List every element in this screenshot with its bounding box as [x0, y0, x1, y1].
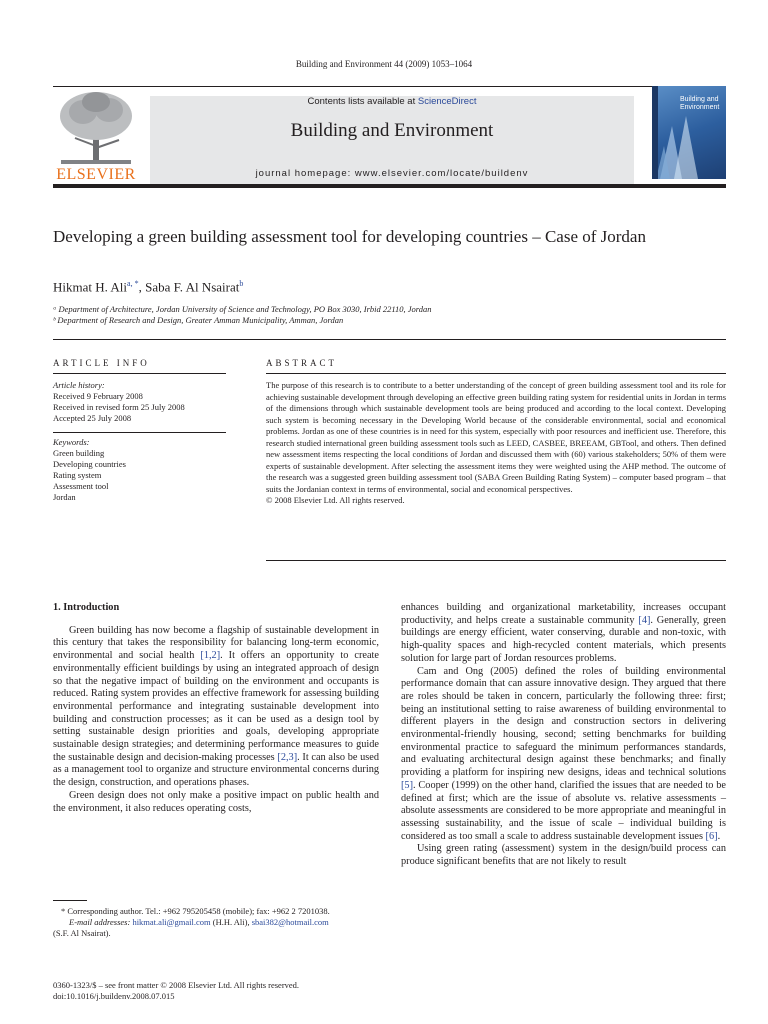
author-list: [53, 279, 243, 295]
keywords-rule: [53, 432, 226, 433]
keyword-item: Developing countries: [53, 459, 126, 469]
affiliation-a: ᵃ Department of Architecture, Jordan University of Science and Technology, PO Box 3030, Irbid 22110, Jordan: [53, 304, 432, 314]
author-1: Hikmat H. Ali: [53, 279, 128, 295]
email-label: E-mail addresses:: [69, 917, 131, 927]
author-1-affil-mark[interactable]: a, *: [127, 279, 139, 288]
accepted-date: Accepted 25 July 2008: [53, 413, 132, 423]
journal-banner: [150, 96, 634, 184]
body-paragraph: Green design does not only make a positive impact on public health and the environment, it also reduces operating costs,: [53, 789, 379, 814]
abstract-text: The purpose of this research is to contribute to a better understanding of the concept of green building assessment tool and its role for achieving sustainable development through developing an effective green building rating system for residential units in Jordan in terms of the dimensions through which sustainable development tools are being produced and according to the local context. Developing such system is becoming necessary in the Developing World because of the considerable environmental, social and economical problems. Jordan as one of these countries is in need for this system, especially with poor resources and inefficient use. Therefore, this research studied international green building assessment tools such as LEED, CASBEE, BREEAM, GBTool, and others. Then defined new assessment items respecting the local conditions of Jordan and discussed them with (60) various stakeholders; 50% of them were experts of sustainable development. After selecting the assessment items they were weighted using the AHP method. The outcome of the research was a suggested green building assessment tool (SABA Green Building Rating System) – computer based program – that suits the Jordanian context in terms of environmental, social and economical perspectives.: [266, 380, 726, 494]
article-info: [53, 380, 226, 503]
corresponding-author: * Corresponding author. Tel.: +962 795205458 (mobile); fax: +962 2 7201038.: [61, 906, 330, 916]
contents-prefix: Contents lists available at: [307, 96, 418, 107]
elsevier-logo: [53, 88, 139, 184]
contents-line: [150, 96, 634, 107]
header-bottom-rule: [53, 184, 726, 188]
journal-cover: [652, 86, 726, 179]
issn-info: [53, 980, 299, 1002]
keywords-label: Keywords:: [53, 437, 90, 447]
body-paragraph: Using green rating (assessment) system in the design/build process can produce significant benefits that are not likely to result: [401, 843, 726, 868]
author-2-affil-mark[interactable]: b: [239, 279, 244, 288]
journal-name: Building and Environment: [290, 120, 494, 141]
email-link-2[interactable]: sbai382@hotmail.com: [251, 917, 329, 927]
ref-link[interactable]: [6]: [705, 830, 718, 842]
body-paragraph: Green building has now become a flagship of sustainable development in this century that takes the responsibility for balancing long-term economic, environmental and social health [1,2]. It offers an opportunity to create environmentally efficient buildings by using an integrated approach of design so that the negative impact of building on the environment and occupants is reduced. Rating system provides an effective framework for assessing building environmental performance and integrating sustainable development into building and construction processes; as it can be used as a design tool by setting sustainable design priorities and goals, developing appropriate sustainable design strategies; and determining performance measures to guide the sustainable design and decision-making processes [2,3]. It can also be used as a management tool to organize and structure environmental concerns during the design, construction, and operations phases.: [53, 624, 379, 789]
article-title: Developing a green building assessment tool for developing countries – Case of Jordan: [53, 227, 646, 246]
history-label: Article history:: [53, 380, 105, 390]
abstract-copyright: © 2008 Elsevier Ltd. All rights reserved.: [266, 495, 405, 505]
abstract-rule: [266, 373, 726, 374]
ref-link[interactable]: [4]: [638, 614, 651, 626]
article-info-heading: ARTICLE INFO: [53, 358, 150, 368]
intro-heading: 1. Introduction: [53, 602, 120, 613]
journal-citation: Building and Environment 44 (2009) 1053–1064: [295, 59, 473, 69]
affiliation-rule: [53, 339, 726, 340]
ref-link[interactable]: [5]: [401, 779, 414, 791]
body-right-column: [401, 602, 726, 869]
header-top-rule: [53, 86, 726, 87]
keyword-item: Jordan: [53, 492, 76, 502]
body-paragraph: enhances building and organizational marketability, increases occupant productivity, and helps create a sustainable community [4]. Generally, green buildings are energy efficient, water conserving, durable and non-toxic, with high-quality spaces and high-recycled content materials, which presents solution for large part of Jordan resources problems.: [401, 602, 726, 664]
cover-title: Building and Environment: [680, 96, 720, 111]
email-link-1[interactable]: hikmat.ali@gmail.com: [132, 917, 211, 927]
abstract-bottom-rule: [266, 560, 726, 561]
front-matter: 0360-1323/$ – see front matter © 2008 Elsevier Ltd. All rights reserved.: [53, 980, 300, 990]
doi[interactable]: doi:10.1016/j.buildenv.2008.07.015: [53, 991, 175, 1001]
ref-link[interactable]: [1,2]: [200, 650, 221, 662]
sciencedirect-link[interactable]: ScienceDirect: [417, 96, 477, 107]
received-date: Received 9 February 2008: [53, 391, 143, 401]
abstract-heading: ABSTRACT: [266, 358, 338, 368]
abstract-body: [266, 380, 726, 507]
tree-icon: [53, 88, 139, 166]
author-2: , Saba F. Al Nsairat: [138, 279, 240, 295]
body-paragraph: Cam and Ong (2005) defined the roles of building environmental performance domain that can assure innovative design. They argued that there are roles should be taken in concern, particularly the following three: first; being an institutional setting to raise awareness of building environmental to different players in the design and construction sectors in delivering environmental-friendly housing, second; setting benchmarks for building environmental practice to safeguard the minimum performances standards, and evaluating architectural design against these benchmarks; and finally providing a platform for inspiring new designs, ideas and technical solutions [5]. Cooper (1999) on the other hand, clarified the issues that are needed to be defined at first; which are the issue of absolute vs. relative assessments – absolute assessments are considered to be more appropriate and meaningful in assessing sustainability, and the issue of scale – individual building is considered as too small a scale to address sustainable development issues [6].: [401, 665, 726, 842]
affiliation-b: ᵇ Department of Research and Design, Greater Amman Municipality, Amman, Jordan: [53, 315, 344, 325]
ref-link[interactable]: [2,3]: [277, 751, 298, 763]
revised-date: Received in revised form 25 July 2008: [53, 402, 185, 412]
article-info-rule: [53, 373, 226, 374]
keyword-item: Green building: [53, 448, 105, 458]
footnote-rule: [53, 900, 87, 901]
publisher-name: ELSEVIER: [56, 166, 136, 183]
keyword-item: Rating system: [53, 470, 102, 480]
email-owner: (S.F. Al Nsairat).: [53, 928, 111, 938]
corresponding-footnote: * Corresponding author. Tel.: +962 795205458 (mobile); fax: +962 2 7201038. E-mail addresses: hikmat.ali@gmail.com (H.H. Ali), sbai382@hotmail.com (S.F. Al Nsairat).: [53, 906, 379, 939]
body-left-column: [53, 602, 379, 815]
journal-homepage[interactable]: journal homepage: www.elsevier.com/locate/buildenv: [255, 168, 529, 179]
keyword-item: Assessment tool: [53, 481, 109, 491]
